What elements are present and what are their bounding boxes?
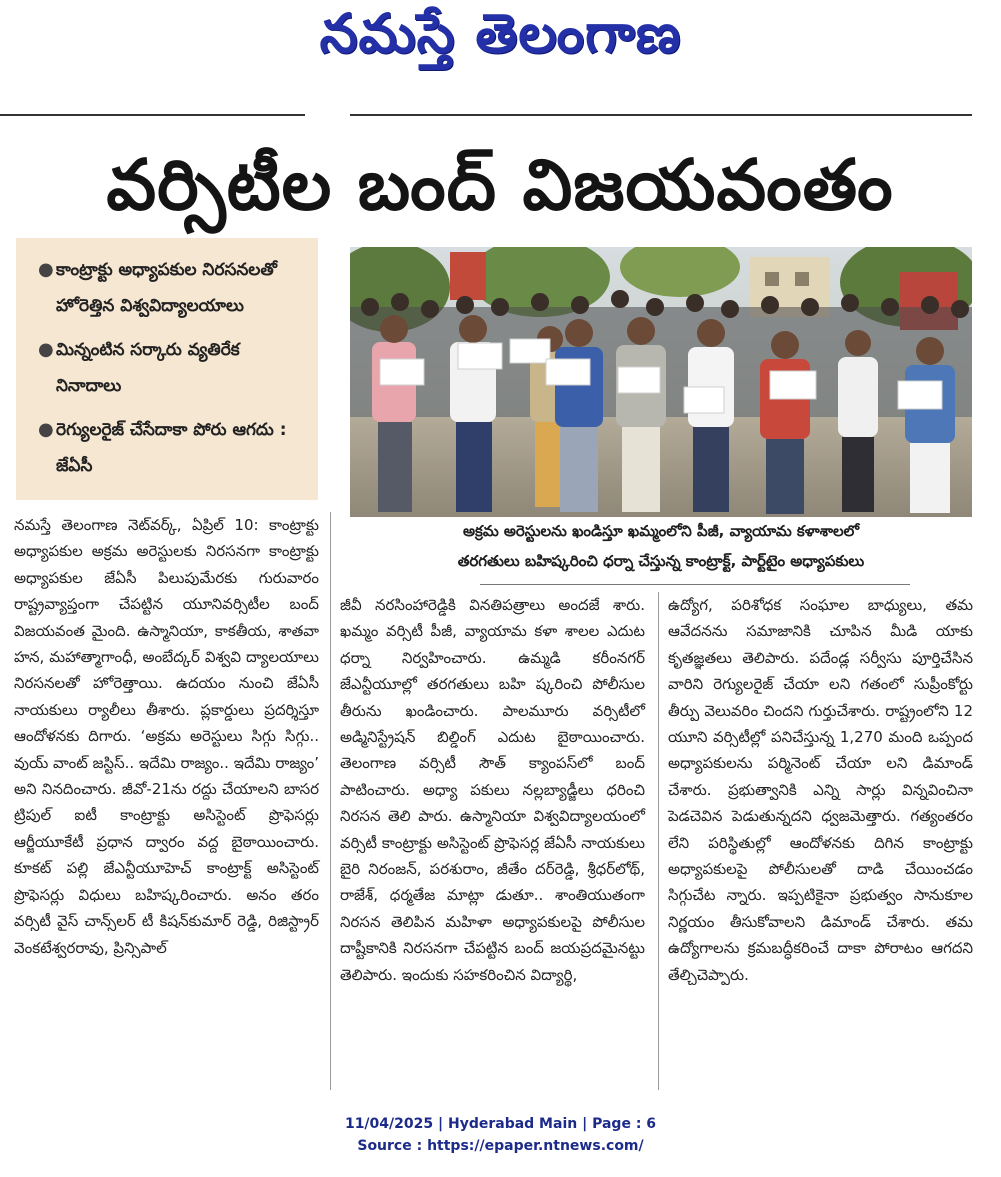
- article-text: జీవీ నరసింహారెడ్డికి వినతిపత్రాలు అందజే శారు. ఖమ్మం వర్సిటీ పీజీ, వ్యాయామ కళా శాలల ఎదుట ధర్నా నిర్వహించారు. ఉమ్మడి కరీంనగర్ జేఎన్టీయూల్లో తరగతులు బహి ష్కరించి పోలీసుల తీరును ఖండించారు. పాలమూరు వర్సిటీలో అడ్మినిస్ట్రేషన్ బిల్డింగ్ ఎదుట బైఠాయించారు. తెలంగాణ వర్సిటీ సౌత్ క్యాంపస్‌లో బంద్ పాటించారు. అధ్యా పకులు నల్లబ్యాడ్జీలు ధరించి నిరసన తెలి పారు. ఉస్మానియా విశ్వవిద్యాలయంలో వర్సిటీ కాంట్రాక్టు అసిస్టెంట్ ప్రొఫెసర్ల జేఏసీ నాయకులు బైరి నిరంజన్, పరశురాం, జీతేం దర్‌రెడ్డి, శ్రీధర్‌లోథ్, రాజేశ్, ధర్మతేజ మాట్లా డుతూ.. శాంతియుతంగా నిరసన తెలిపిన మహిళా అధ్యాపకులపై పోలీసుల దాష్టీకానికి నిరసనగా చేపట్టిన బంద్ జయప్రదమైనట్టు తెలిపారు. ఇందుకు సహకరించిన విద్యార్థి,: [340, 596, 645, 984]
- caption-rule: [480, 584, 910, 585]
- footer: [0, 1113, 1001, 1157]
- bullet-icon: ●: [38, 259, 54, 280]
- highlight-text: కాంట్రాక్టు అధ్యాపకుల నిరసనలతో హోరెత్తిన విశ్వవిద్యాలయాలు: [56, 260, 277, 316]
- highlight-item: [38, 332, 308, 404]
- footer-meta: [0, 1113, 1001, 1135]
- bullet-icon: ●: [38, 419, 54, 440]
- column-separator: [330, 512, 331, 1090]
- footer-source: Source : https://epaper.ntnews.com/: [357, 1138, 644, 1154]
- footer-page: Page : 6: [592, 1116, 657, 1132]
- masthead-rule-right: [350, 114, 972, 116]
- placard: [618, 367, 660, 393]
- placard: [898, 381, 942, 409]
- highlights-list: [38, 252, 308, 484]
- placard: [684, 387, 724, 413]
- article-column-2: [340, 592, 645, 988]
- bullet-icon: ●: [38, 339, 54, 360]
- article-text: ఉద్యోగ, పరిశోధక సంఘాల బాధ్యులు, తమ ఆవేదనను సమాజానికి చూపిన మీడి యాకు కృతజ్ఞతలు తెలిపారు. పదేండ్ల సర్వీసు పూర్తిచేసిన వారిని రెగ్యులరైజ్ చేయా లని గతంలో సుప్రీంకోర్టు తీర్పు వెలువరిం చిందని గుర్తుచేశారు. రాష్ట్రంలోని 12 యూని వర్సిటీల్లో పనిచేస్తున్న 1,270 మంది ఒప్పంద అధ్యాపకులను పర్మినెంట్ చేయా లని డిమాండ్ చేశారు. ప్రభుత్వానికి ఎన్ని సార్లు విన్నవించినా పెడచెవిన పెడుతున్నదని ధ్వజమెత్తారు. గత్యంతరం లేని పరిస్థితుల్లో ఆందోళనకు దిగిన కాంట్రాక్టు అధ్యాపకులపై పోలీసులతో దాడి చేయించడం సిగ్గుచేట న్నారు. ఇప్పటికైనా ప్రభుత్వం సానుకూల నిర్ణయం తీసుకోవాలని డిమాండ్ చేశారు. తమ ఉద్యోగాలను క్రమబద్ధీకరించే దాకా పోరాటం ఆగదని తేల్చిచెప్పారు.: [668, 596, 973, 984]
- highlight-item: [38, 412, 308, 484]
- highlight-text: రెగ్యులరైజ్ చేసేదాకా పోరు ఆగదు : జేఏసీ: [56, 420, 287, 476]
- news-photo: [350, 247, 972, 517]
- footer-date: 11/04/2025: [344, 1116, 434, 1132]
- protest-photo-illustration: [350, 247, 972, 517]
- highlight-text: మిన్నంటిన సర్కారు వ్యతిరేక నినాదాలు: [56, 340, 240, 396]
- newspaper-logo: నమస్తే తెలంగాణ: [319, 2, 682, 65]
- column-separator: [658, 592, 659, 1090]
- window: [795, 272, 809, 286]
- footer-separator: |: [582, 1116, 593, 1132]
- placard: [380, 359, 424, 385]
- window: [765, 272, 779, 286]
- placard: [546, 359, 590, 385]
- masthead: [0, 0, 1001, 78]
- highlights-box: [16, 238, 318, 500]
- footer-edition: Hyderabad Main: [447, 1116, 578, 1132]
- placard: [510, 339, 550, 363]
- article-column-1: [14, 512, 319, 961]
- headline: వర్సిటీల బంద్ విజయవంతం: [106, 144, 894, 226]
- placard: [458, 343, 502, 369]
- caption-line-2: తరగతులు బహిష్కరించి ధర్నా చేస్తున్న కాంట్రాక్ట్, పార్ట్‌టైం అధ్యాపకులు: [457, 552, 865, 570]
- article-text: నమస్తే తెలంగాణ నెట్‌వర్క్, ఏప్రిల్ 10: కాంట్రాక్టు అధ్యాపకుల అక్రమ అరెస్టులకు నిరసనగా కాంట్రాక్టు అధ్యాపకుల జేఏసీ పిలుపుమేరకు గురువారం రాష్ట్రవ్యాప్తంగా చేపట్టిన యూనివర్సిటీల బంద్ విజయవంత మైంది. ఉస్మానియా, కాకతీయ, శాతవా హన, మహాత్మాగాంధీ, అంబేద్కర్ విశ్వవి ద్యాలయాలు నిరసనలతో హోరెత్తాయి. ఉదయం నుంచి జేఏసీ నాయకులు ర్యాలీలు తీశారు. ప్లకార్డులు ప్రదర్శిస్తూ ఆందోళనకు దిగారు. ‘అక్రమ అరెస్టులు సిగ్గు సిగ్గు.. వుయ్ వాంట్ జస్టిస్.. ఇదేమి రాజ్యం.. ఇదేమి రాజ్యం’ అని నినదించారు. జీవో-21ను రద్దు చేయాలని బాసర ట్రిపుల్ ఐటీ కాంట్రాక్టు అసిస్టెంట్ ప్రొఫెసర్లు ఆర్జీయూకేటీ ప్రధాన ద్వారం వద్ద బైఠాయించారు. కూకట్ పల్లి జేఎన్టీయూహెచ్ కాంట్రాక్ట్ అసిస్టెంట్ ప్రొఫెసర్లు విధులు బహిష్కరించారు. అనం తరం వర్సిటీ వైస్ చాన్స్‌లర్ టీ కిషన్‌కుమార్ రెడ్డి, రిజిస్ట్రార్ వెంకటేశ్వరరావు, ప్రిన్సిపాల్: [14, 516, 319, 957]
- article-column-3: [668, 592, 973, 988]
- banner: [450, 252, 486, 300]
- highlight-item: [38, 252, 308, 324]
- masthead-rule-left: [0, 114, 305, 116]
- ground: [350, 417, 972, 517]
- photo-caption: [350, 516, 972, 580]
- placard: [770, 371, 816, 399]
- caption-line-1: అక్రమ అరెస్టులను ఖండిస్తూ ఖమ్మంలోని పీజీ, వ్యాయామ కళాశాలలో: [462, 522, 860, 540]
- footer-separator: |: [437, 1116, 448, 1132]
